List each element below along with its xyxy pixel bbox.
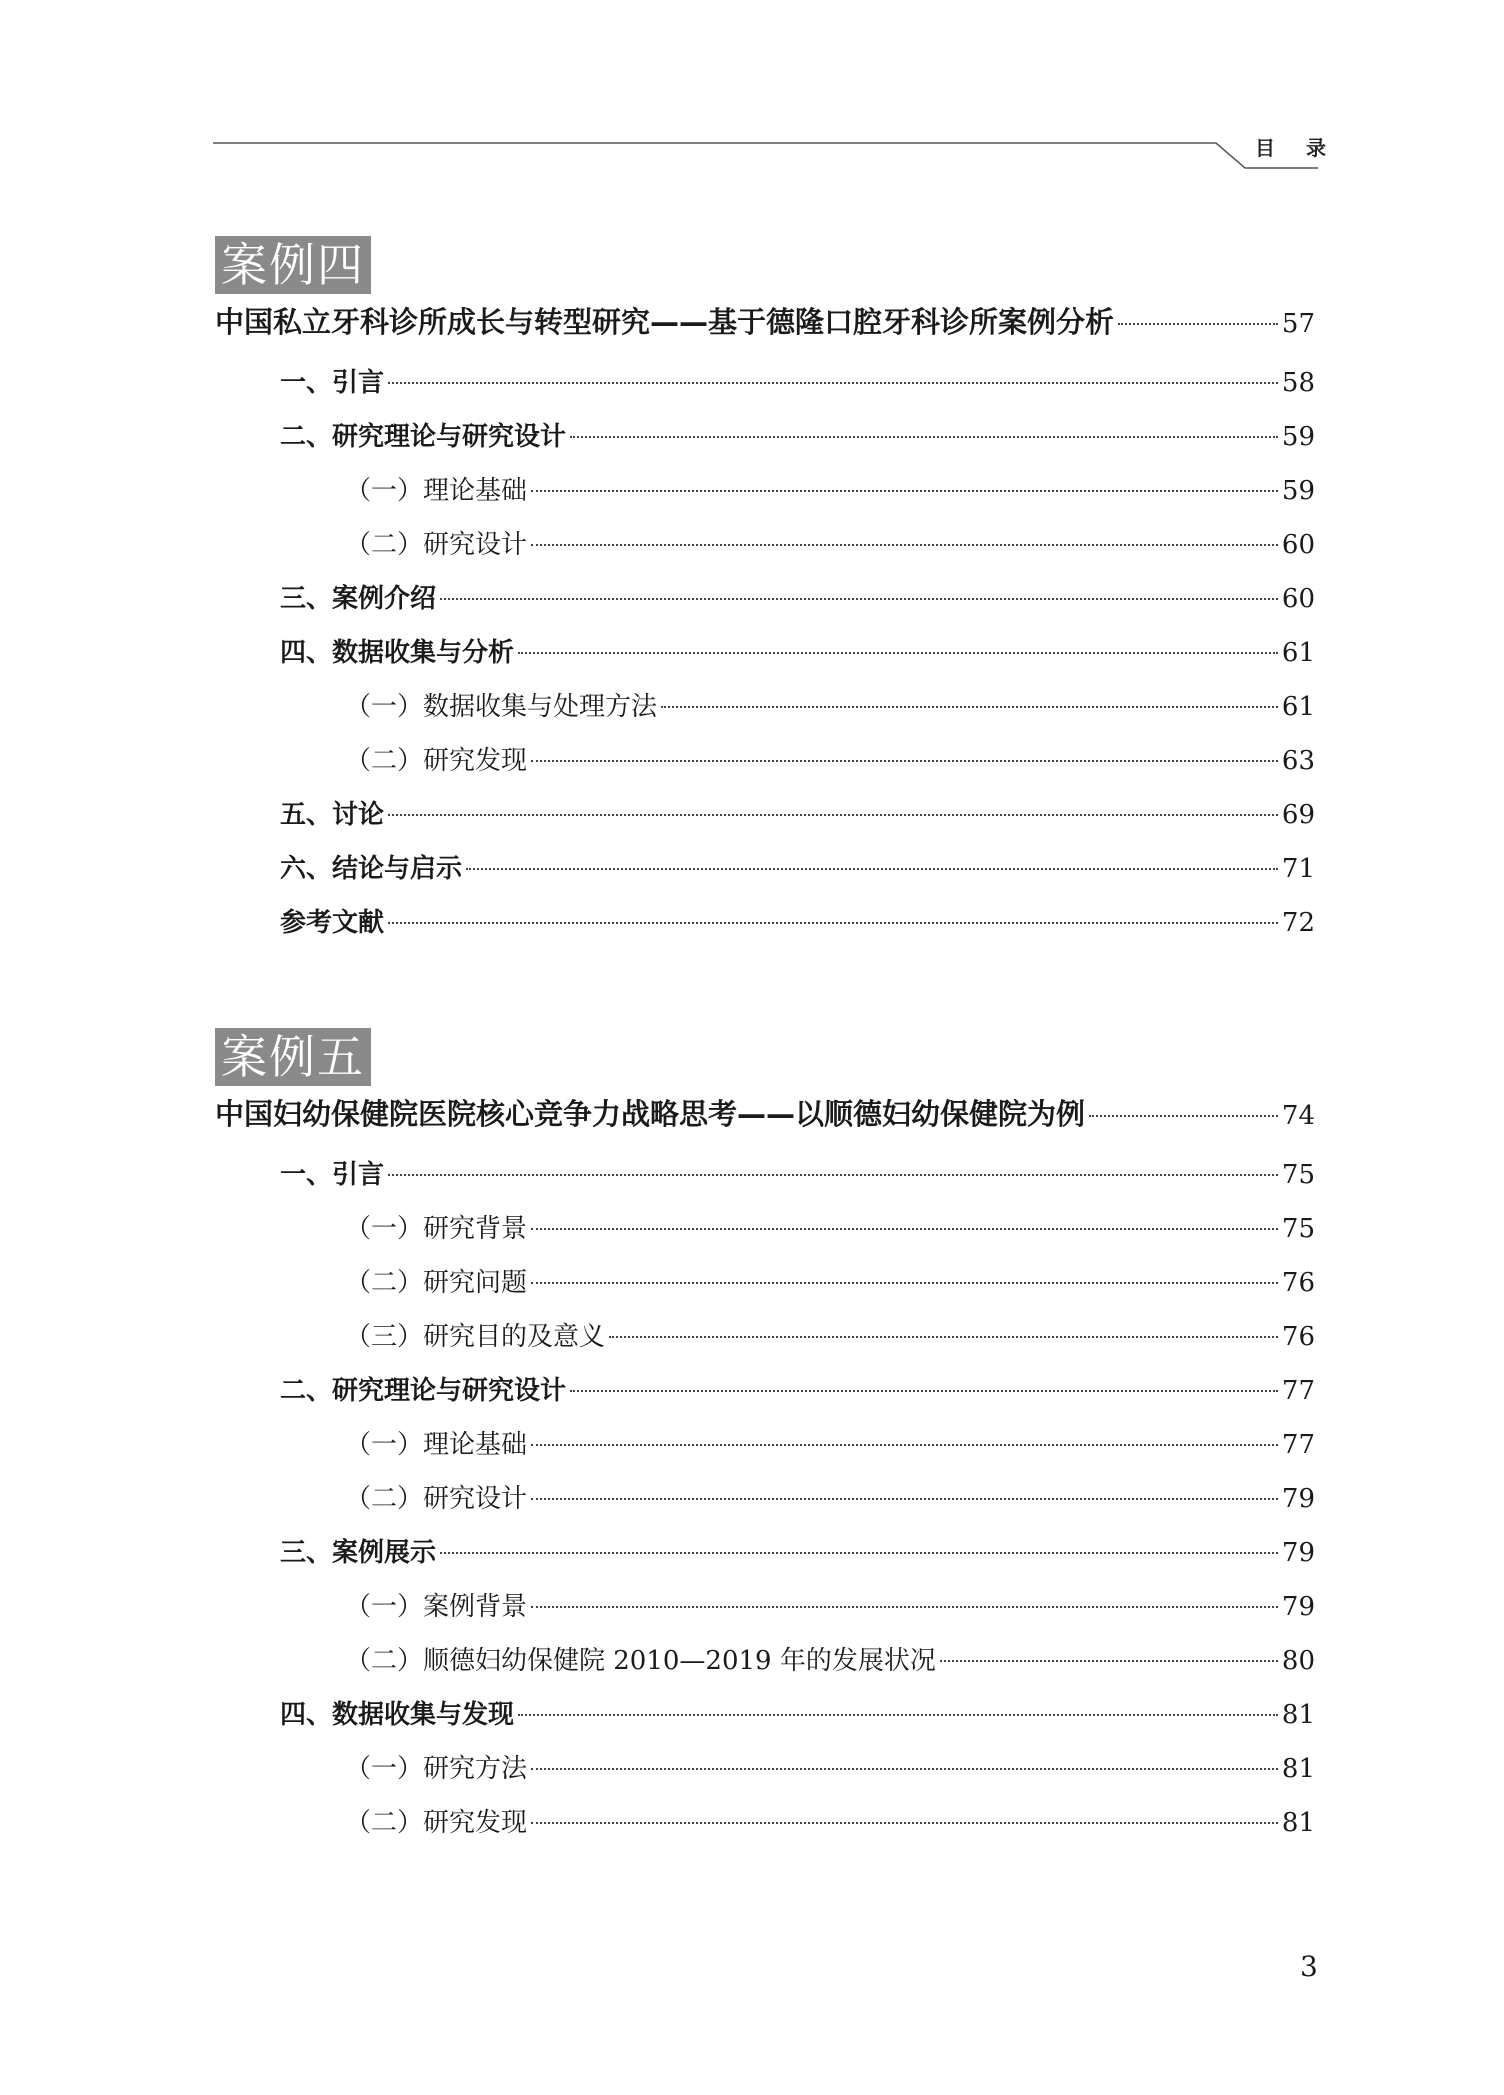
dot-leader (531, 1282, 1278, 1284)
dot-leader (531, 544, 1278, 546)
dot-leader (531, 1822, 1278, 1824)
page-ref: 57 (1281, 309, 1315, 339)
page-ref: 81 (1281, 1808, 1315, 1838)
page-ref: 60 (1281, 584, 1315, 614)
page-ref: 72 (1281, 908, 1315, 938)
page-ref: 74 (1281, 1101, 1315, 1131)
case-tag: 案例四 (215, 236, 371, 294)
dot-leader (531, 760, 1278, 762)
toc-entry-text: （一）案例背景 (345, 1592, 528, 1622)
dot-leader (1118, 323, 1278, 325)
page-ref: 81 (1281, 1754, 1315, 1784)
toc-entry[interactable] (215, 1262, 1315, 1316)
dot-leader (570, 1390, 1278, 1392)
case-title[interactable] (215, 300, 1315, 350)
page-ref: 59 (1281, 422, 1315, 452)
page-ref: 63 (1281, 746, 1315, 776)
case-section-5 (215, 1028, 1315, 1856)
toc-entry-text: （一）数据收集与处理方法 (345, 692, 658, 722)
header-rule (0, 0, 1504, 200)
page-ref: 76 (1281, 1268, 1315, 1298)
toc-entry[interactable] (215, 1316, 1315, 1370)
toc-entry[interactable] (215, 740, 1315, 794)
toc-entry-text: 一、引言 (280, 368, 385, 398)
page-ref: 79 (1281, 1592, 1315, 1622)
toc-entry-text: （二）研究设计 (345, 1484, 528, 1514)
toc-entry[interactable] (215, 1748, 1315, 1802)
dot-leader (661, 706, 1278, 708)
dot-leader (531, 1228, 1278, 1230)
toc-entry[interactable] (215, 1370, 1315, 1424)
case-title[interactable] (215, 1092, 1315, 1142)
dot-leader (531, 1444, 1278, 1446)
toc-entry-text: 一、引言 (280, 1160, 385, 1190)
page-number: 3 (1300, 1950, 1318, 1983)
case-title-text: 中国妇幼保健院医院核心竞争力战略思考——以顺德妇幼保健院为例 (215, 1097, 1086, 1131)
toc-entry-text: （二）研究问题 (345, 1268, 528, 1298)
dot-leader (940, 1660, 1278, 1662)
toc-entry-text: （二）顺德妇幼保健院 2010—2019 年的发展状况 (345, 1646, 936, 1676)
dot-leader (570, 436, 1278, 438)
toc-entry[interactable] (215, 1802, 1315, 1856)
dot-leader (388, 1174, 1278, 1176)
case-section-4 (215, 236, 1315, 956)
page-ref: 75 (1281, 1160, 1315, 1190)
toc-entry[interactable] (215, 1208, 1315, 1262)
toc-entry-text: 四、数据收集与发现 (280, 1700, 515, 1730)
dot-leader (466, 868, 1278, 870)
toc-entry[interactable] (215, 1586, 1315, 1640)
page-ref: 76 (1281, 1322, 1315, 1352)
running-header: 目 录 (1255, 136, 1338, 160)
toc-entry[interactable] (215, 1532, 1315, 1586)
toc-entry[interactable] (215, 1694, 1315, 1748)
page-ref: 81 (1281, 1700, 1315, 1730)
toc-entry-text: （一）理论基础 (345, 1430, 528, 1460)
page-ref: 61 (1281, 692, 1315, 722)
toc-entry[interactable] (215, 1424, 1315, 1478)
toc-entry[interactable] (215, 1154, 1315, 1208)
dot-leader (440, 598, 1278, 600)
page-ref: 60 (1281, 530, 1315, 560)
dot-leader (388, 922, 1278, 924)
dot-leader (388, 814, 1278, 816)
toc-entry-text: 四、数据收集与分析 (280, 638, 515, 668)
toc-entry[interactable] (215, 416, 1315, 470)
toc-entry[interactable] (215, 686, 1315, 740)
page-ref: 69 (1281, 800, 1315, 830)
dot-leader (388, 382, 1278, 384)
page-ref: 71 (1281, 854, 1315, 884)
dot-leader (531, 1498, 1278, 1500)
toc-entry-text: 六、结论与启示 (280, 854, 463, 884)
toc-entry-text: （二）研究发现 (345, 746, 528, 776)
toc-entry-text: 三、案例展示 (280, 1538, 437, 1568)
toc-entry[interactable] (215, 1640, 1315, 1694)
page-ref: 58 (1281, 368, 1315, 398)
dot-leader (531, 1606, 1278, 1608)
case-tag: 案例五 (215, 1028, 371, 1086)
toc-entry-text: 二、研究理论与研究设计 (280, 422, 567, 452)
toc-entry[interactable] (215, 794, 1315, 848)
toc-entry[interactable] (215, 470, 1315, 524)
toc-entry-text: （一）研究方法 (345, 1754, 528, 1784)
toc-entry[interactable] (215, 848, 1315, 902)
toc-entry-text: （一）研究背景 (345, 1214, 528, 1244)
toc-entry-text: 三、案例介绍 (280, 584, 437, 614)
page-ref: 75 (1281, 1214, 1315, 1244)
page-ref: 77 (1281, 1376, 1315, 1406)
toc-entry-text: （三）研究目的及意义 (345, 1322, 606, 1352)
toc-entry[interactable] (215, 524, 1315, 578)
page-ref: 59 (1281, 476, 1315, 506)
dot-leader (518, 652, 1278, 654)
toc-entry-text: 参考文献 (280, 908, 385, 938)
page-ref: 80 (1281, 1646, 1315, 1676)
toc-entry-text: （一）理论基础 (345, 476, 528, 506)
dot-leader (440, 1552, 1278, 1554)
toc-entry[interactable] (215, 362, 1315, 416)
dot-leader (531, 490, 1278, 492)
dot-leader (518, 1714, 1278, 1716)
dot-leader (609, 1336, 1278, 1338)
toc-entry[interactable] (215, 902, 1315, 956)
toc-entry-text: 五、讨论 (280, 800, 385, 830)
page-ref: 61 (1281, 638, 1315, 668)
case-title-text: 中国私立牙科诊所成长与转型研究——基于德隆口腔牙科诊所案例分析 (215, 305, 1115, 339)
page-ref: 77 (1281, 1430, 1315, 1460)
page-ref: 79 (1281, 1484, 1315, 1514)
toc-entry[interactable] (215, 578, 1315, 632)
toc-entry[interactable] (215, 632, 1315, 686)
toc-entry-text: （二）研究设计 (345, 530, 528, 560)
toc-entry-text: （二）研究发现 (345, 1808, 528, 1838)
dot-leader (531, 1768, 1278, 1770)
page-ref: 79 (1281, 1538, 1315, 1568)
toc-entry[interactable] (215, 1478, 1315, 1532)
toc-entry-text: 二、研究理论与研究设计 (280, 1376, 567, 1406)
dot-leader (1089, 1115, 1278, 1117)
